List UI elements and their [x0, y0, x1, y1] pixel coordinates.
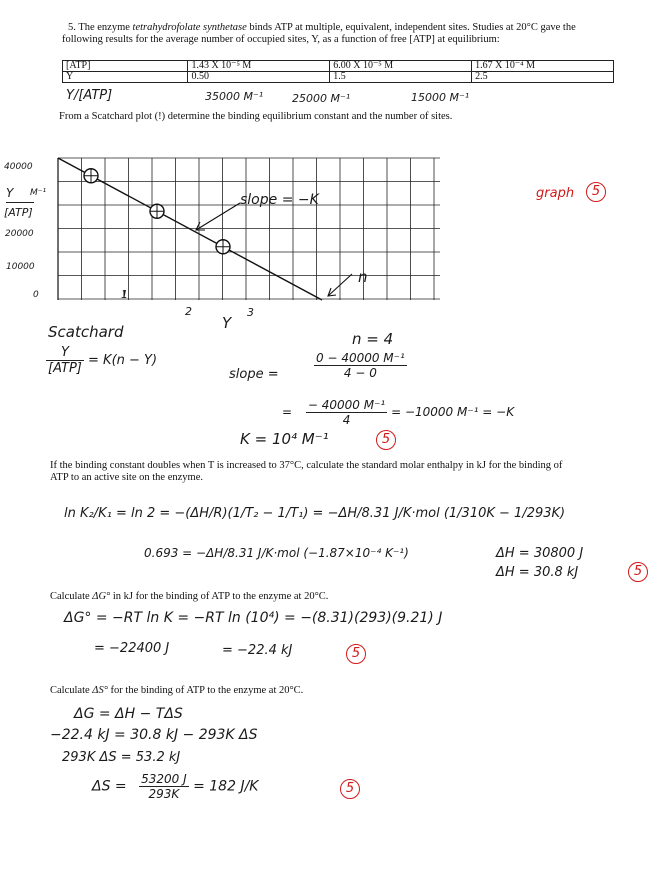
- grade-circle: 5: [376, 430, 396, 450]
- k-grade: [376, 430, 396, 450]
- problem-statement: [68, 22, 648, 34]
- slope-fraction: [314, 351, 407, 380]
- grade-circle: 5: [346, 644, 366, 664]
- q2-text-line2: ATP to an active site on the enzyme.: [50, 472, 203, 483]
- row-label-atp: [ATP]: [63, 61, 188, 72]
- table-cell: 2.5: [472, 72, 614, 83]
- eq-rhs: = K(n − Y): [88, 353, 158, 368]
- q2-delta-h-kj: ΔH = 30.8 kJ: [496, 565, 579, 580]
- data-point: [216, 240, 230, 254]
- n-result: n = 4: [352, 330, 394, 348]
- slope2-den: 4: [342, 413, 351, 427]
- grade-circle: 5: [340, 779, 360, 799]
- slope2-prefix: =: [282, 405, 293, 419]
- eq-den: [ATP]: [48, 361, 82, 376]
- scatchard-graph: [0, 140, 664, 340]
- q4-work-line1: ΔG = ΔH − TΔS: [74, 706, 183, 722]
- q4-grade: [340, 779, 360, 799]
- grade-circle: 5: [586, 182, 606, 202]
- scatchard-title: Scatchard: [48, 323, 124, 341]
- problem-statement-line2: following results for the average number of occupied sites, Y, as a function of free [ATP] at equilibrium:: [62, 34, 500, 45]
- y-tick-label: 20000: [5, 229, 34, 239]
- k-result: K = 10⁴ M⁻¹: [240, 430, 329, 448]
- graph-grade: [586, 182, 606, 202]
- slope-note: slope = −K: [240, 192, 319, 208]
- q2-grade: [628, 562, 648, 582]
- row-label-y: Y: [63, 72, 188, 83]
- q4-line4-num: 53200 J: [141, 772, 187, 786]
- q2-delta-h-joules: ΔH = 30800 J: [496, 546, 584, 561]
- y-tick-label: 0: [33, 290, 39, 300]
- table-cell: 1.43 X 10⁻⁵ M: [188, 61, 330, 72]
- ratio-value: 35000 M⁻¹: [205, 90, 264, 103]
- problem-number: 5.: [68, 22, 76, 33]
- q4-line4-lhs: ΔS =: [92, 778, 127, 795]
- q3-label-post: in kJ for the binding of ATP to the enzyme at 20°C.: [110, 591, 329, 602]
- q4-label-pre: Calculate: [50, 685, 93, 696]
- y-axis-unit: M⁻¹: [30, 188, 47, 198]
- q3-work-line2b: = −22.4 kJ: [222, 643, 293, 658]
- slope-num: 0 − 40000 M⁻¹: [316, 351, 405, 365]
- q4-work-line2: −22.4 kJ = 30.8 kJ − 293K ΔS: [50, 727, 258, 743]
- q2-work-line1: ln K₂/K₁ = ln 2 = −(ΔH/R)(1/T₂ − 1/T₁) = −ΔH/8.31 J/K·mol (1/310K − 1/293K): [64, 506, 566, 521]
- q4-label-post: for the binding of ATP to the enzyme at 20°C.: [107, 685, 304, 696]
- ratio-value: 25000 M⁻¹: [292, 92, 351, 105]
- x-tick-label: 1: [121, 288, 128, 301]
- slope-arrow: [196, 203, 240, 230]
- y-axis-frac-bar: [6, 202, 34, 203]
- q2-work-line2: 0.693 = −ΔH/8.31 J/K·mol (−1.87×10⁻⁴ K⁻¹): [144, 546, 409, 560]
- table-cell: 1.67 X 10⁻⁴ M: [472, 61, 614, 72]
- graph-grid: [58, 158, 440, 300]
- slope-den: 4 − 0: [343, 366, 377, 380]
- q4-label: [50, 685, 650, 697]
- data-point: [150, 204, 164, 218]
- graph-grade-label: graph: [536, 186, 575, 201]
- table-cell: 6.00 X 10⁻⁵ M: [330, 61, 472, 72]
- slope2-num: − 40000 M⁻¹: [307, 398, 386, 412]
- q3-label-sym: ΔG°: [92, 591, 111, 602]
- q3-label-pre: Calculate: [50, 591, 93, 602]
- q3-grade: [346, 644, 366, 664]
- y-axis-label-top: Y: [6, 186, 14, 200]
- intro-text-b: binds ATP at multiple, equivalent, independent sites. Studies at 20°C gave the: [246, 22, 576, 33]
- grade-circle: 5: [628, 562, 648, 582]
- slope-calc-line: [282, 398, 514, 427]
- scatchard-equation: [46, 345, 157, 376]
- eq-num: Y: [46, 345, 84, 361]
- table-row: [63, 72, 614, 83]
- intro-text-a: The enzyme: [78, 22, 133, 33]
- q3-label: [50, 591, 650, 603]
- y-tick-label: 10000: [6, 262, 35, 272]
- q4-line4-den: 293K: [148, 787, 180, 801]
- table-cell: 1.5: [330, 72, 472, 83]
- q4-work-line3: 293K ΔS = 53.2 kJ: [62, 750, 181, 765]
- q3-work-line1: ΔG° = −RT ln K = −RT ln (10⁴) = −(8.31)(293)(9.21) J: [64, 610, 443, 626]
- ratio-label: Y/[ATP]: [66, 88, 113, 103]
- n-note: n: [358, 268, 368, 286]
- enzyme-name: tetrahydrofolate synthetase: [132, 22, 247, 33]
- q4-line4-rest: = 182 J/K: [193, 778, 259, 795]
- table-row: [63, 61, 614, 72]
- y-axis-label-bottom: [ATP]: [4, 206, 33, 219]
- x-axis-label: Y: [222, 314, 232, 332]
- slope-label: slope =: [229, 367, 279, 382]
- q3-work-line2a: = −22400 J: [94, 641, 170, 656]
- q2-text-line1: If the binding constant doubles when T is increased to 37°C, calculate the standard molar enthalpy in kJ for the binding of: [50, 460, 563, 471]
- data-point: [84, 169, 98, 183]
- scatchard-prompt: From a Scatchard plot (!) determine the binding equilibrium constant and the number of sites.: [59, 111, 453, 122]
- table-cell: 0.50: [188, 72, 330, 83]
- q4-label-sym: ΔS°: [92, 685, 108, 696]
- slope2-rest: = −10000 M⁻¹ = −K: [391, 405, 515, 419]
- x-tick-label: 2: [185, 305, 192, 318]
- q4-work-line4: [92, 772, 258, 801]
- x-tick-label: 3: [247, 306, 254, 319]
- ratio-value: 15000 M⁻¹: [411, 91, 470, 104]
- y-tick-label: 40000: [4, 162, 33, 172]
- data-table: [62, 60, 614, 83]
